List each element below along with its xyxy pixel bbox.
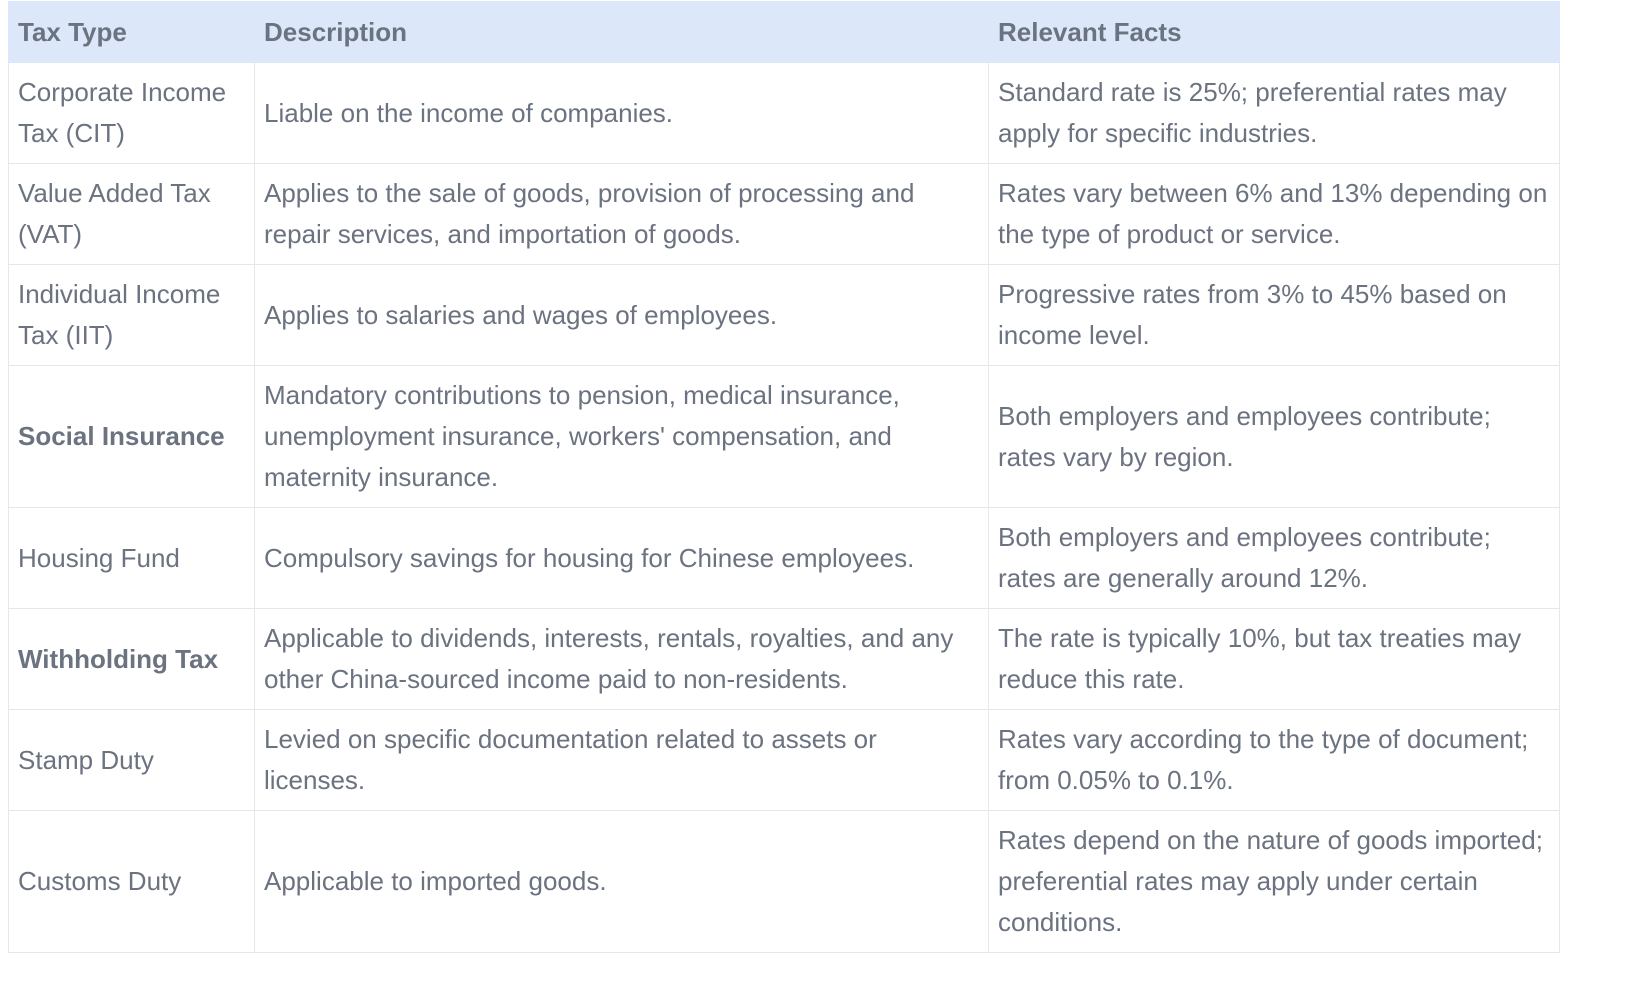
tax-table-container — [8, 1, 1559, 953]
cell-facts: Standard rate is 25%; preferential rates may apply for specific industries. — [989, 63, 1560, 164]
table-header — [9, 2, 1560, 63]
cell-tax-type: Value Added Tax (VAT) — [9, 164, 255, 265]
table-row — [9, 508, 1560, 609]
cell-tax-type: Corporate Income Tax (CIT) — [9, 63, 255, 164]
cell-tax-type: Withholding Tax — [9, 609, 255, 710]
table-row — [9, 609, 1560, 710]
table-row — [9, 164, 1560, 265]
cell-facts: Both employers and employees contribute; rates are generally around 12%. — [989, 508, 1560, 609]
header-description: Description — [255, 2, 989, 63]
header-relevant-facts: Relevant Facts — [989, 2, 1560, 63]
cell-facts: Progressive rates from 3% to 45% based on income level. — [989, 265, 1560, 366]
cell-facts: Both employers and employees contribute; rates vary by region. — [989, 366, 1560, 508]
cell-description: Liable on the income of companies. — [255, 63, 989, 164]
table-body — [9, 63, 1560, 953]
cell-description: Mandatory contributions to pension, medical insurance, unemployment insurance, workers' compensation, and maternity insurance. — [255, 366, 989, 508]
cell-description: Compulsory savings for housing for Chinese employees. — [255, 508, 989, 609]
cell-tax-type: Housing Fund — [9, 508, 255, 609]
cell-description: Levied on specific documentation related to assets or licenses. — [255, 710, 989, 811]
cell-tax-type: Individual Income Tax (IIT) — [9, 265, 255, 366]
cell-facts: Rates depend on the nature of goods imported; preferential rates may apply under certain conditions. — [989, 811, 1560, 953]
cell-facts: Rates vary according to the type of document; from 0.05% to 0.1%. — [989, 710, 1560, 811]
table-row — [9, 811, 1560, 953]
cell-tax-type: Customs Duty — [9, 811, 255, 953]
cell-description: Applicable to imported goods. — [255, 811, 989, 953]
cell-tax-type: Stamp Duty — [9, 710, 255, 811]
cell-facts: Rates vary between 6% and 13% depending on the type of product or service. — [989, 164, 1560, 265]
table-row — [9, 63, 1560, 164]
cell-description: Applies to salaries and wages of employees. — [255, 265, 989, 366]
tax-table — [8, 1, 1560, 953]
cell-description: Applicable to dividends, interests, rentals, royalties, and any other China-sourced income paid to non-residents. — [255, 609, 989, 710]
header-tax-type: Tax Type — [9, 2, 255, 63]
table-row — [9, 265, 1560, 366]
table-row — [9, 366, 1560, 508]
cell-facts: The rate is typically 10%, but tax treaties may reduce this rate. — [989, 609, 1560, 710]
cell-description: Applies to the sale of goods, provision of processing and repair services, and importation of goods. — [255, 164, 989, 265]
cell-tax-type: Social Insurance — [9, 366, 255, 508]
table-row — [9, 710, 1560, 811]
header-row — [9, 2, 1560, 63]
